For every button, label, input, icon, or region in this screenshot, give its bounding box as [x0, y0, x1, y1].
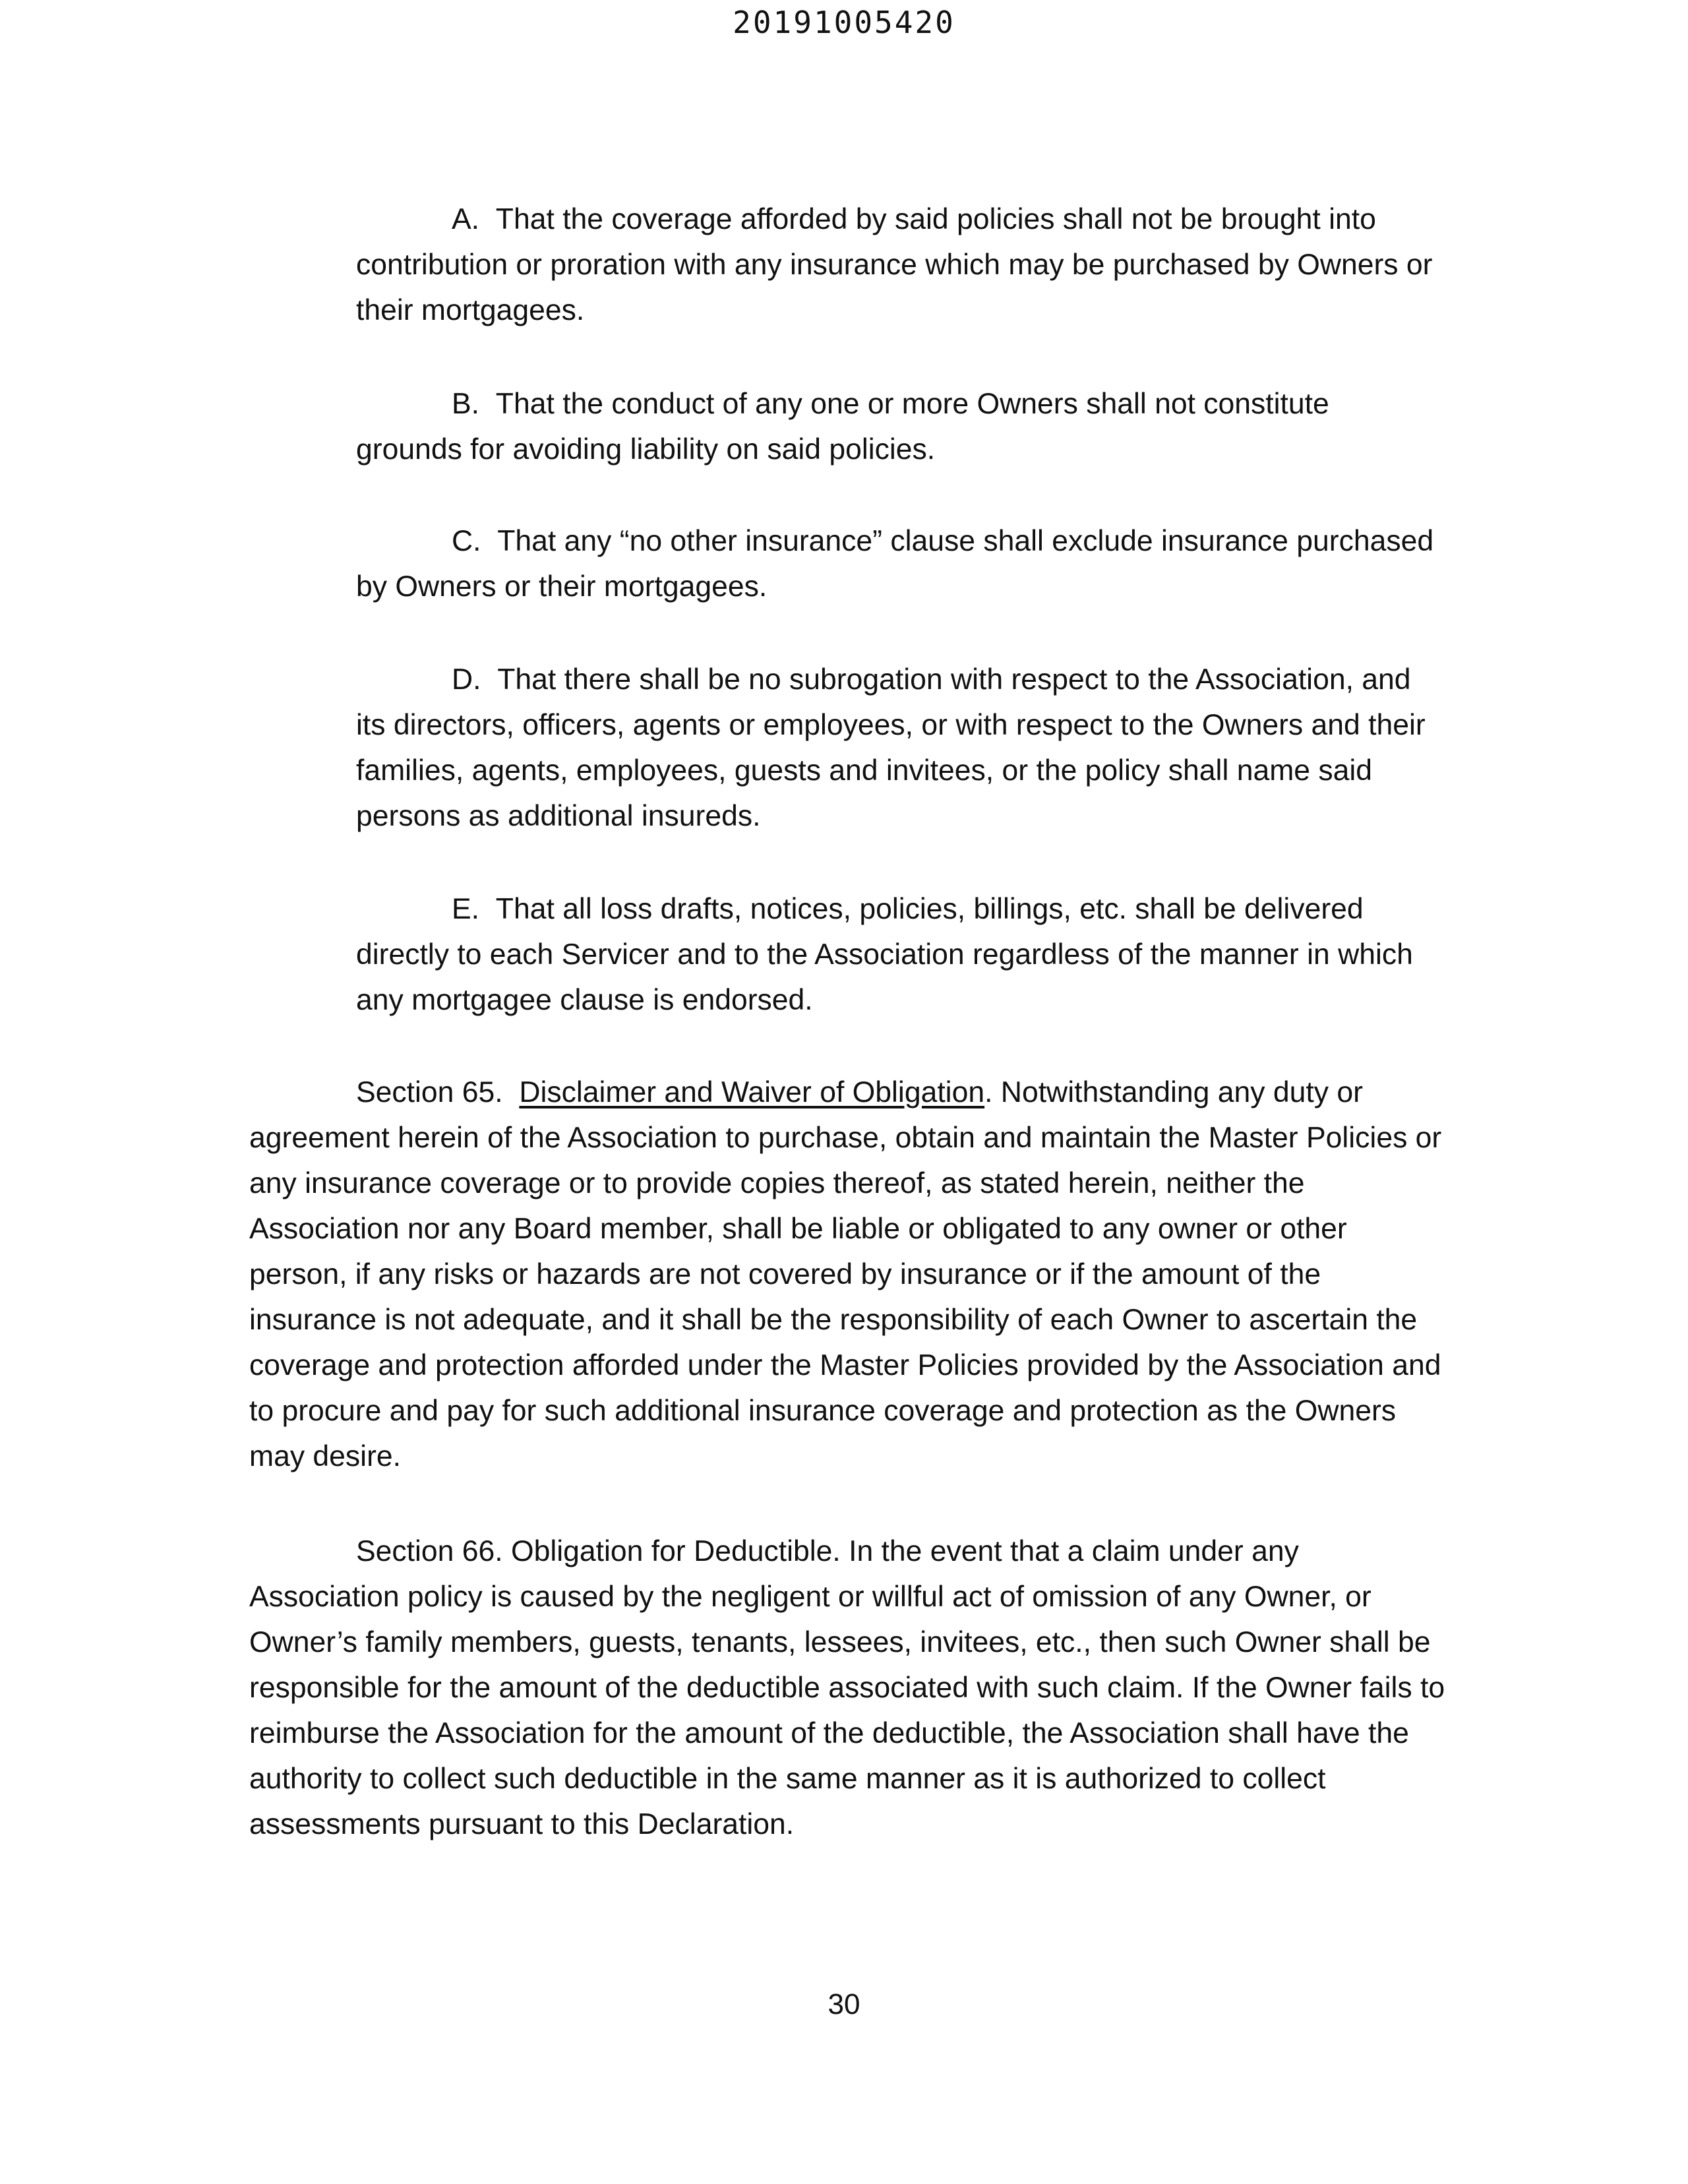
clause-text: That there shall be no subrogation with respect to the Association, and its directors, officers, agents or employees, or with respect to the Owners and their families, agents, employees, guests and invitees, or the policy shall name said persons as additional insureds.	[356, 663, 1426, 832]
clause-letter: A.	[452, 203, 480, 235]
section-66-paragraph	[249, 1529, 1449, 1847]
clause-text: That the coverage afforded by said policies shall not be brought into contribution or proration with any insurance which may be purchased by Owners or their mortgagees.	[356, 203, 1433, 326]
clause-letter: D.	[452, 663, 481, 696]
clause-letter: C.	[452, 525, 481, 557]
clause-text: That the conduct of any one or more Owners shall not constitute grounds for avoiding liability on said policies.	[356, 388, 1329, 466]
clause-letter: E.	[452, 893, 480, 925]
section-label: Section 65.	[356, 1076, 503, 1108]
section-title: Obligation for Deductible.	[511, 1535, 841, 1567]
section-text: . Notwithstanding any duty or agreement herein of the Association to purchase, obtain and maintain the Master Policies or any insurance coverage or to provide copies thereof, as stated herein, neither the Association nor any Board member, shall be liable or obligated to any owner or other person, if any risks or hazards are not covered by insurance or if the amount of the insurance is not adequate, and it shall be the responsibility of each Owner to ascertain the coverage and protection afforded under the Master Policies provided by the Association and to procure and pay for such additional insurance coverage and protection as the Owners may desire.	[249, 1076, 1442, 1472]
insurance-clause-b	[356, 381, 1437, 472]
clause-text: That all loss drafts, notices, policies, billings, etc. shall be delivered directly to each Servicer and to the Association regardless of the manner in which any mortgagee clause is endorsed.	[356, 893, 1413, 1016]
document-number: 20191005420	[733, 5, 955, 40]
insurance-clause-e	[356, 886, 1437, 1023]
insurance-clause-d	[356, 657, 1437, 839]
clause-text: That any “no other insurance” clause shall exclude insurance purchased by Owners or their mortgagees.	[356, 525, 1434, 603]
section-text: In the event that a claim under any Association policy is caused by the negligent or willful act of omission of any Owner, or Owner’s family members, guests, tenants, lessees, invitees, etc., then such Owner shall be responsible for the amount of the deductible associated with such claim. If the Owner fails to reimburse the Association for the amount of the deductible, the Association shall have the authority to collect such deductible in the same manner as it is authorized to collect assessments pursuant to this Declaration.	[249, 1535, 1445, 1840]
clause-letter: B.	[452, 388, 480, 420]
section-label: Section 66.	[356, 1535, 503, 1567]
section-title: Disclaimer and Waiver of Obligation	[519, 1076, 985, 1108]
insurance-clause-c	[356, 518, 1437, 609]
section-65-paragraph	[249, 1070, 1449, 1479]
page-number: 30	[828, 1988, 860, 2020]
insurance-clause-a	[356, 197, 1437, 333]
